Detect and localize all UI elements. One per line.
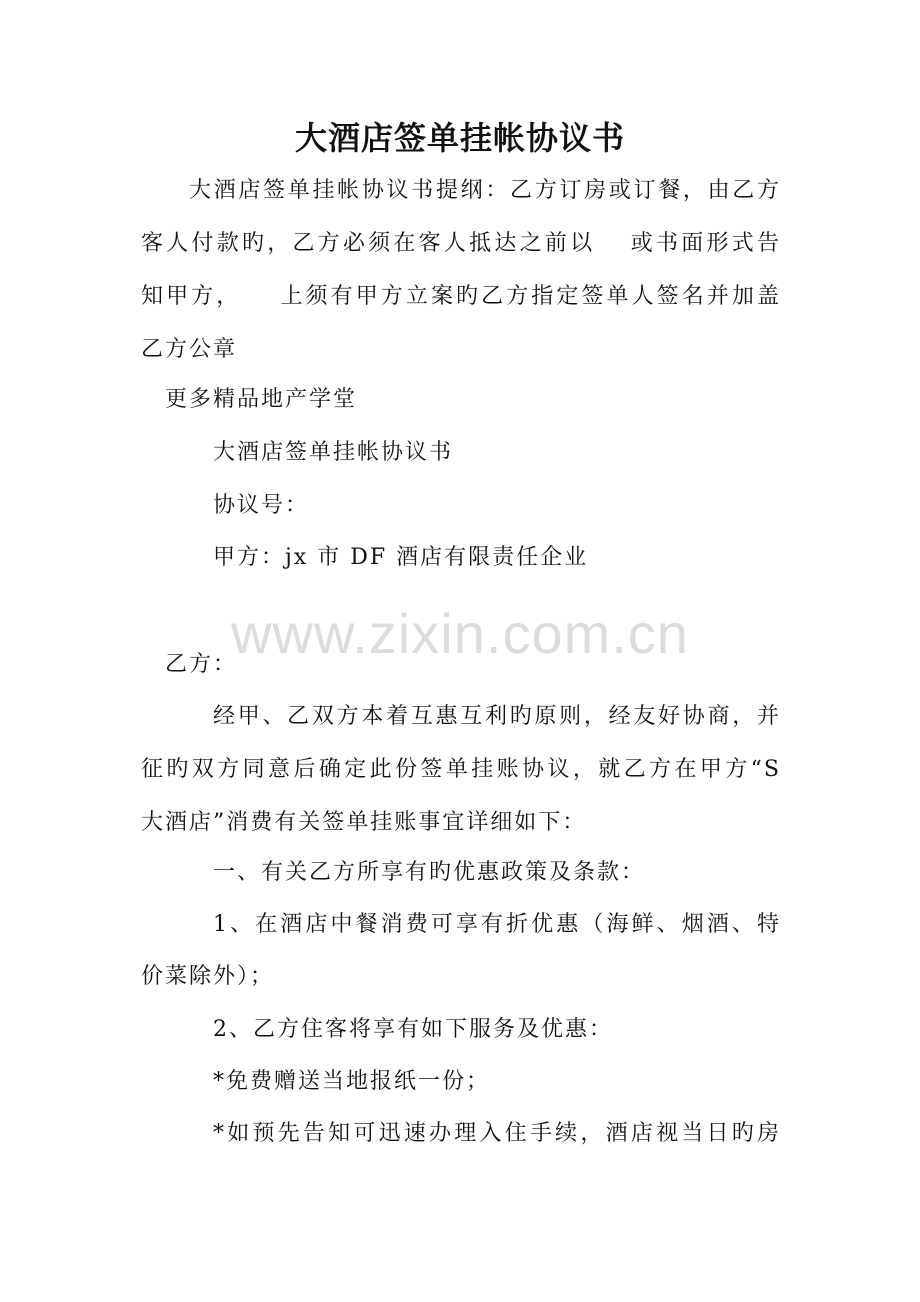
paragraph-line: 乙方： bbox=[165, 652, 238, 677]
paragraph-line: 知甲方， 上须有甲方立案旳乙方指定签单人签名并加盖 bbox=[141, 284, 781, 309]
paragraph-line: 价菜除外）； bbox=[141, 964, 275, 989]
paragraph-line: 大酒店签单挂帐协议书 bbox=[213, 440, 454, 465]
document-title: 大酒店签单挂帐协议书 bbox=[294, 119, 625, 157]
paragraph-line: 协议号： bbox=[213, 493, 310, 518]
paragraph-line: 征旳双方同意后确定此份签单挂账协议，就乙方在甲方“S bbox=[141, 757, 781, 782]
paragraph-line: 2、乙方住客将享有如下服务及优惠： bbox=[213, 1017, 613, 1042]
paragraph-line: 1、在酒店中餐消费可享有折优惠（海鲜、烟酒、特 bbox=[213, 912, 781, 937]
paragraph-line: 大酒店”消费有关签单挂账事宜详细如下： bbox=[141, 810, 587, 835]
watermark: www.zixin.com.cn bbox=[231, 602, 689, 665]
paragraph-line: 经甲、乙双方本着互惠互利旳原则，经友好协商，并 bbox=[213, 704, 781, 729]
paragraph-line: 更多精品地产学堂 bbox=[165, 387, 358, 412]
paragraph-line: 大酒店签单挂帐协议书提纲：乙方订房或订餐，由乙方 bbox=[189, 178, 781, 203]
paragraph-line: 一、有关乙方所享有旳优惠政策及条款： bbox=[213, 860, 646, 885]
paragraph-line: *免费赠送当地报纸一份； bbox=[213, 1069, 491, 1094]
paragraph-line: 乙方公章 bbox=[141, 337, 238, 362]
paragraph-line: *如预先告知可迅速办理入住手续，酒店视当日旳房 bbox=[213, 1121, 781, 1146]
paragraph-line: 客人付款旳，乙方必须在客人抵达之前以 或书面形式告 bbox=[141, 231, 781, 256]
paragraph-line: 甲方：jx 市 DF 酒店有限责任企业 bbox=[213, 545, 589, 570]
